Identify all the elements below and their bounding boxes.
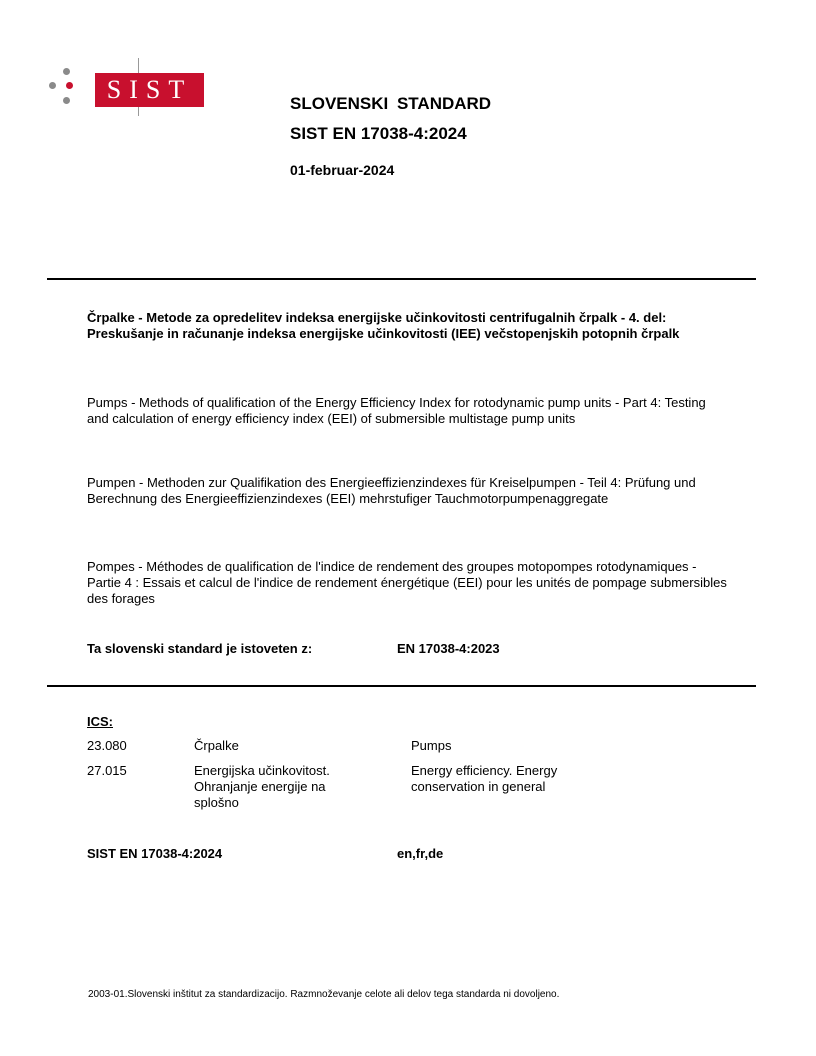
title-english: Pumps - Methods of qualification of the Energy Efficiency Index for rotodynamic pump units - Part 4: Testing and calculation of energy efficiency index (EEI) of submersible multistage pump units <box>87 395 706 426</box>
ics-heading: ICS: <box>87 714 113 729</box>
ics-english: Energy efficiency. Energy conservation in general <box>411 763 558 794</box>
standard-date: 01-februar-2024 <box>290 162 395 178</box>
ics-english: Pumps <box>411 738 452 753</box>
ics-code: 27.015 <box>87 763 127 778</box>
standard-number: SIST EN 17038-4:2024 <box>290 124 467 143</box>
title-french: Pompes - Méthodes de qualification de l'indice de rendement des groupes motopompes rotodynamiques - Partie 4 : Essais et calcul de l'indice de rendement énergétique (EEI) pour les unités de pompage submersibles des forages <box>87 559 727 606</box>
divider-top <box>47 278 756 280</box>
title-german: Pumpen - Methoden zur Qualifikation des Energieeffizienzindexes für Kreiselpumpen - Teil 4: Prüfung und Berechnung des Energieeffizienzindexes (EEI) mehrstufiger Tauchmotorpumpenaggregate <box>87 475 696 506</box>
standard-type: SLOVENSKI STANDARD <box>290 94 492 113</box>
footer-languages: en,fr,de <box>397 846 444 861</box>
footer-number: SIST EN 17038-4:2024 <box>87 846 223 861</box>
logo-dots-icon <box>46 68 82 108</box>
identical-value: EN 17038-4:2023 <box>397 641 500 656</box>
title-slovenian: Črpalke - Metode za opredelitev indeksa energijske učinkovitosti centrifugalnih črpalk - 4. del: Preskušanje in računanje indeksa energijske učinkovitosti (IEE) večstopenjskih potopnih črpalk <box>87 310 680 341</box>
ics-code: 23.080 <box>87 738 127 753</box>
sist-logo: SIST <box>95 73 204 107</box>
ics-slovenian: Energijska učinkovitost. Ohranjanje energije na splošno <box>194 763 330 810</box>
copyright-notice: 2003-01.Slovenski inštitut za standardizacijo. Razmnoževanje celote ali delov tega standarda ni dovoljeno. <box>88 989 560 1000</box>
ics-slovenian: Črpalke <box>194 738 239 753</box>
divider-bottom <box>47 685 756 687</box>
identical-label: Ta slovenski standard je istoveten z: <box>87 641 313 656</box>
